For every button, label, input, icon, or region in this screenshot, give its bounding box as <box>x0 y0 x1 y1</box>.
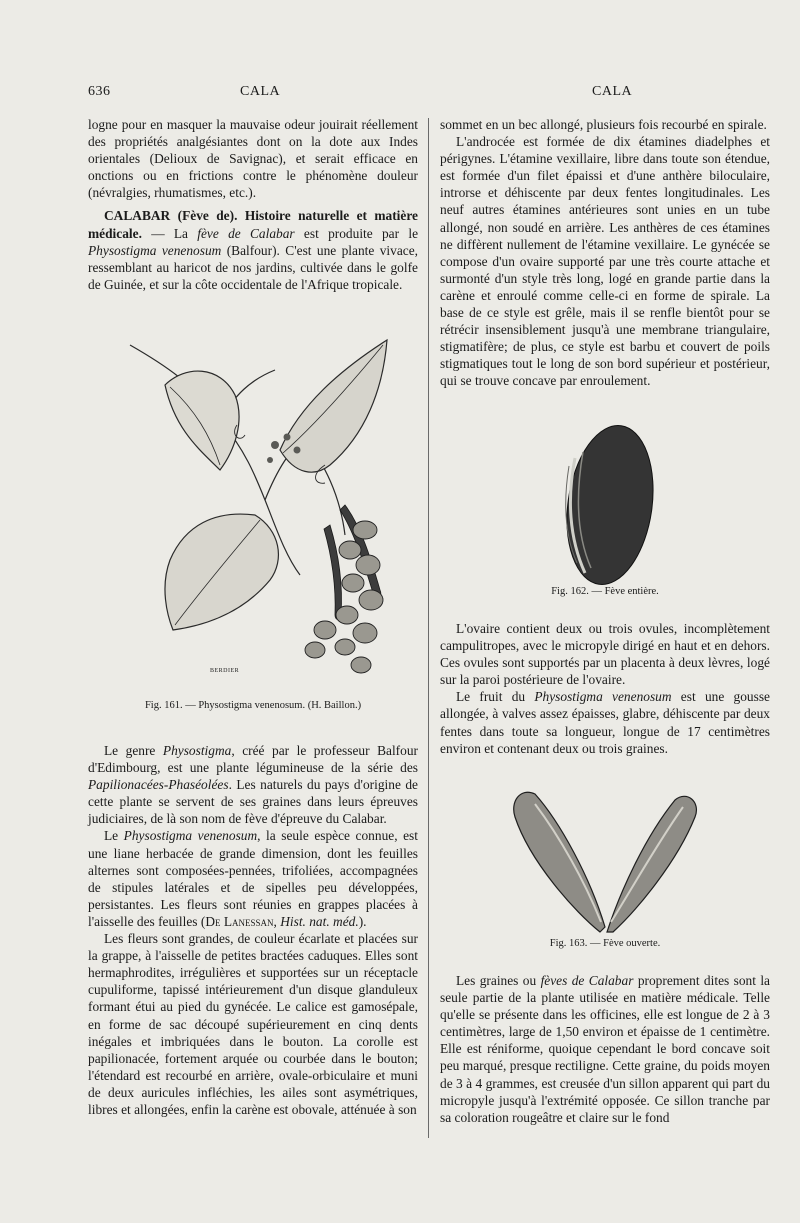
right-column-bottom <box>440 972 770 1126</box>
paragraph: Le fruit du Physostigma venenosum est une gousse allongée, à valves assez épaisses, glabre, déhiscente par deux fentes dans toute sa longueur, longue de 17 centimètres environ et contenant deux ou trois graines. <box>440 689 770 756</box>
entry-calabar: CALABAR (Fève de). Histoire naturelle et matière médicale. — La fève de Calabar est produite par le Physostigma venenosum (Balfour). C'est une plante vivace, ressemblant au haricot de nos jardins, cultivée dans le golfe de Guinée, et sur la côte occidentale de l'Afrique tropicale. <box>88 208 419 292</box>
flower-bud <box>284 434 291 441</box>
left-column-bottom <box>88 742 418 1118</box>
flower <box>353 623 377 643</box>
leaf <box>165 371 239 470</box>
bean <box>557 420 662 590</box>
paragraph: sommet en un bec allongé, plusieurs fois recourbé en spirale. <box>440 117 767 132</box>
flower <box>353 521 377 539</box>
paragraph: Les graines ou fèves de Calabar proprement dites sont la seule partie de la plante utilisée en matière médicale. Telle qu'elle se présente dans les officines, elle est longue de 2 à 3 centimètres, large de 1,50 environ et épaisse de 1 centimètre. Elle est réniforme, quoique cependant le bord concave soit peu marqué, presque rectiligne. Cette graine, du poids moyen de 3 à 4 grammes, est creusée d'un sillon apparent qui part du micropyle jusqu'à l'extrémité opposée. Ce sillon tranche par sa coloration rougeâtre et claire sur le fond <box>440 973 770 1125</box>
flower-bud <box>271 441 279 449</box>
paragraph: L'androcée est formée de dix étamines diadelphes et périgynes. L'étamine vexillaire, libre dans toute son étendue, est formée d'un filet épaissi et d'une anthère biloculaire, introrse et déhiscente par deux fentes longitudinales. Les neuf autres étamines antérieures sont unies en un tube allongé, non soudé en arrière. Les anthères de ces étamines ne diffèrent nullement de l'étamine vexillaire. Le gynécée se compose d'un ovaire supporté par une très courte attache et surmonté d'un style très long, logé en grande partie dans la carène et enroulé comme celle-ci en forme de spirale. La base de ce style est grêle, mais il se renfle bientôt pour se rétrécir insensiblement jusqu'à une membrane triangulaire, stigmatifère; de plus, ce style est barbu et couvert de poils stigmatiques tout le long de son bord supérieur et postérieur, qui se trouve concave par enroulement. <box>440 134 770 389</box>
engraver-signature: BERDIER <box>210 668 240 674</box>
figure-162-caption: Fig. 162. — Fève entière. <box>551 586 659 597</box>
flower <box>359 590 383 610</box>
right-column-top <box>440 116 770 390</box>
running-head-left: CALA <box>240 84 281 99</box>
physostigma-plant-illustration <box>125 325 400 690</box>
flower <box>339 541 361 559</box>
pod-valve-left <box>514 792 605 932</box>
flower <box>342 574 364 592</box>
flower <box>356 555 380 575</box>
flower <box>335 639 355 655</box>
open-pod-illustration <box>505 782 705 937</box>
leaf <box>165 514 278 630</box>
flower <box>351 657 371 673</box>
paragraph: Le Physostigma venenosum, la seule espèce connue, est une liane herbacée de grande dimension, dont les feuilles alternes sont composées-pennées, trifoliées, accompagnées de stipules latérales et de sipelles peu développées, persistantes. Les fleurs sont réunies en grappes placées à l'aisselle des feuilles (De Lanessan, Hist. nat. méd.). <box>88 828 418 929</box>
entry-heading: CALABAR (Fève de). Histoire naturelle et matière médicale. <box>88 208 418 241</box>
column-divider <box>428 118 429 1138</box>
pod-valve-right <box>607 796 696 932</box>
flower <box>305 642 325 658</box>
flower-bud <box>267 457 273 463</box>
paragraph: Le genre Physostigma, créé par le professeur Balfour d'Edimbourg, est une plante légumineuse de la série des Papilionacées-Phaséolées. Les naturels du pays d'origine de cette plante se servent de ses graines dans leurs épreuves judiciaires, de là son nom de fève d'épreuve du Calabar. <box>88 743 418 827</box>
seed-pod <box>324 525 342 620</box>
paragraph: logne pour en masquer la mauvaise odeur jouirait réellement des propriétés analgésiantes dont on la dote aux Indes orientales (Delioux de Savignac), et serait efficace en onctions ou en frictions contre le phénomène douleur (névralgies, rhumatismes, etc.). <box>88 117 418 201</box>
page-number: 636 <box>88 84 111 99</box>
right-column-middle <box>440 620 770 757</box>
flower <box>314 621 336 639</box>
paragraph: L'ovaire contient deux ou trois ovules, incomplètement campulitropes, avec le micropyle dirigé en haut et en dehors. Ces ovules sont supportés par un placenta à deux lèvres, logé sur la paroi postérieure de l'ovaire. <box>440 621 770 688</box>
paragraph: Les fleurs sont grandes, de couleur écarlate et placées sur la grappe, à l'aisselle de petites bractées caduques. Elles sont hermaphrodites, irrégulières et supportées sur un réceptacle cupuliforme, tapissé intérieurement d'un disque glanduleux formant étui au pied du gynécée. Le calice est gamosépale, en forme de sac découpé supérieurement en cinq dents inégales et imbriquées dans le bouton. La corolle est papilionacée, fortement arquée ou courbée dans le bouton; l'étendard est recourbé en arrière, ovale-orbiculaire et muni de deux auricules infléchies, les ailes sont asymétriques, libres et allongées, enfin la carène est obovale, atténuée à son <box>88 931 418 1117</box>
figure-163-caption: Fig. 163. — Fève ouverte. <box>549 938 661 949</box>
running-head-right: CALA <box>592 84 633 99</box>
left-column-top <box>88 116 418 293</box>
whole-bean-illustration <box>555 418 665 593</box>
flower <box>336 606 358 624</box>
flower-bud <box>294 447 301 454</box>
figure-161-caption: Fig. 161. — Physostigma venenosum. (H. Baillon.) <box>144 700 362 711</box>
